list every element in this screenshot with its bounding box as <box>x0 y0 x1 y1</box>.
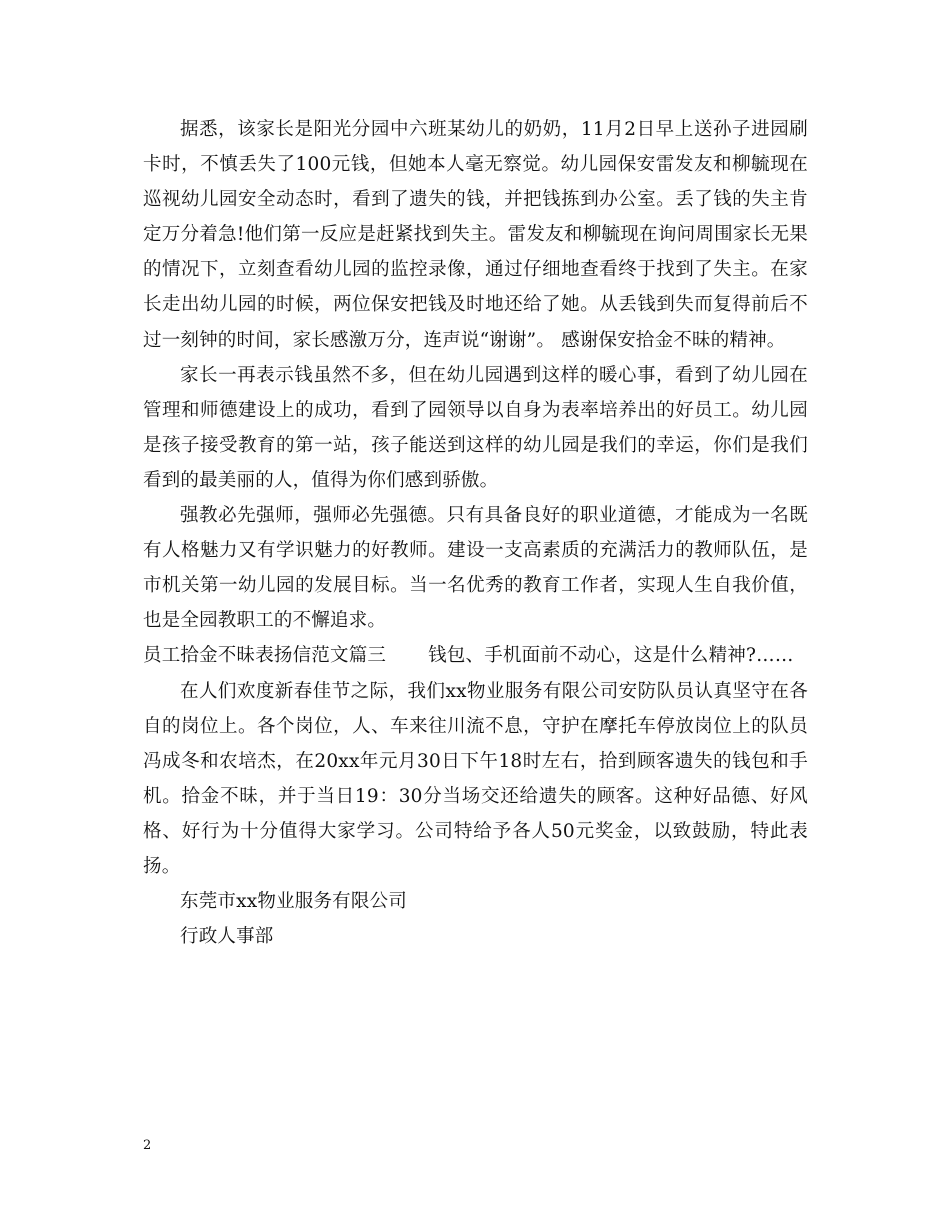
signature-department: 行政人事部 <box>180 926 274 948</box>
signature-company: 东莞市xx物业服务有限公司 <box>180 891 407 913</box>
paragraph-lost-money-story: 据悉，该家长是阳光分园中六班某幼儿的奶奶，11月2日早上送孙子进园刷卡时，不慎丢失了100元钱，但她本人毫无察觉。幼儿园保安雷发友和柳毓现在巡视幼儿园安全动态时，看到了遗失的钱，并把钱拣到办公室。丢了钱的失主肯定万分着急!他们第一反应是赶紧找到失主。雷发友和柳毓现在询问周围家长无果的情况下，立刻查看幼儿园的监控录像，通过仔细地查看终于找到了失主。在家长走出幼儿园的时候，两位保安把钱及时地还给了她。从丢钱到失而复得前后不过一刻钟的时间，家长感激万分，连声说“谢谢”。 感谢保安拾金不昧的精神。 <box>143 119 808 351</box>
paragraph-teacher-ethics: 强教必先强师，强师必先强德。只有具备良好的职业道德，才能成为一名既有人格魅力又有学识魅力的好教师。建设一支高素质的充满活力的教师队伍，是市机关第一幼儿园的发展目标。当一名优秀的教育工作者，实现人生自我价值，也是全园教职工的不懈追求。 <box>143 505 808 632</box>
document-body <box>143 112 808 954</box>
paragraph-security-praise: 在人们欢度新春佳节之际，我们xx物业服务有限公司安防队员认真坚守在各自的岗位上。各个岗位，人、车来往川流不息，守护在摩托车停放岗位上的队员冯成冬和农培杰，在20xx年元月30日下午18时左右，拾到顾客遗失的钱包和手机。拾金不昧，并于当日19：30分当场交还给遗失的顾客。这种好品德、好风格、好行为十分值得大家学习。公司特给予各人50元奖金，以致鼓励，特此表扬。 <box>143 680 808 877</box>
paragraph-parent-thanks: 家长一再表示钱虽然不多，但在幼儿园遇到这样的暖心事，看到了幼儿园在管理和师德建设上的成功，看到了园领导以自身为表率培养出的好员工。幼儿园是孩子接受教育的第一站，孩子能送到这样的幼儿园是我们的幸运，你们是我们看到的最美丽的人，值得为你们感到骄傲。 <box>143 364 808 491</box>
section-heading-subtitle: 钱包、手机面前不动心，这是什么精神?…… <box>428 645 794 667</box>
page-number: 2 <box>143 1138 152 1153</box>
section-heading-title: 员工拾金不昧表扬信范文篇三 <box>143 645 387 667</box>
section-heading <box>143 638 808 673</box>
